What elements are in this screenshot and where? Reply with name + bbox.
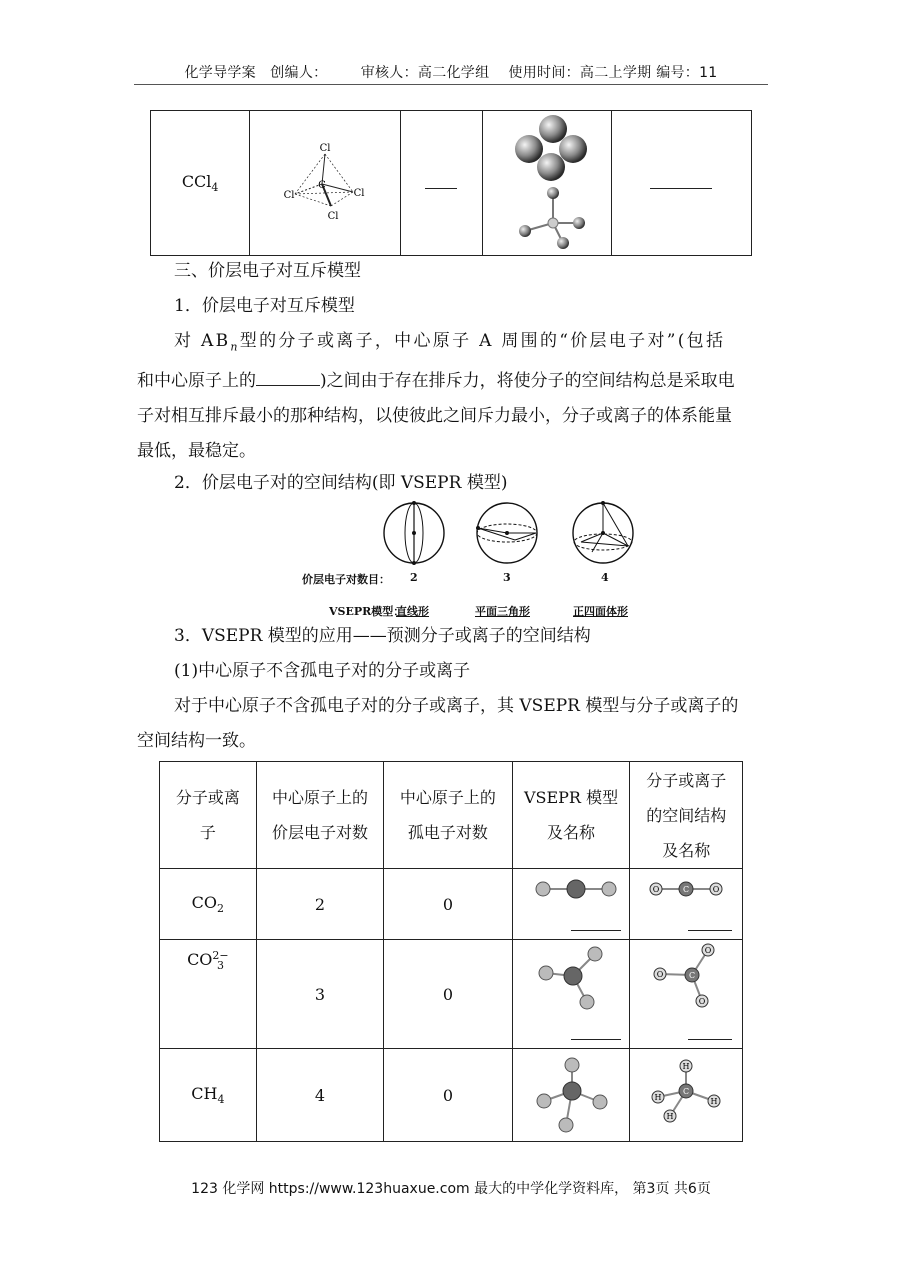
c-label: C xyxy=(318,180,326,191)
header-text: 价层电子对数 xyxy=(271,823,368,842)
header-cell-valence-pairs xyxy=(256,762,383,869)
table-row xyxy=(160,869,743,940)
o-label: O xyxy=(657,970,664,979)
subsection-3-1-title: (1)中心原子不含孤电子对的分子或离子 xyxy=(174,661,471,681)
para1-a: 对 AB xyxy=(174,331,231,351)
space-fill-atom xyxy=(515,135,543,163)
header-text: 分子或离 xyxy=(175,788,240,807)
header-text: 中心原子上的 xyxy=(399,788,496,807)
header-cell-vsepr-model xyxy=(512,762,630,869)
lone-pairs-cell: 0 xyxy=(384,869,512,940)
fig-model-tetrahedral: 正四面体形 xyxy=(573,605,628,618)
ccl4-tetrahedron-diagram xyxy=(275,136,375,226)
ccl4-model-cell xyxy=(483,111,612,256)
o-label: O xyxy=(705,946,712,955)
header-cell-lone-pairs xyxy=(384,762,512,869)
ccl4-formula-cell xyxy=(151,111,250,256)
table-row xyxy=(160,940,743,1049)
space-fill-atom xyxy=(537,153,565,181)
cl-label: Cl xyxy=(283,190,295,201)
co3-ball-model xyxy=(533,944,613,1024)
section-title: 三、价层电子对互斥模型 xyxy=(174,261,361,281)
cl-label: Cl xyxy=(353,188,365,199)
species-sub: 4 xyxy=(217,1093,225,1107)
vsepr-model-cell[interactable] xyxy=(512,940,630,1049)
shape-cell[interactable] xyxy=(630,869,743,940)
header-reviewer: 高二化学组 xyxy=(417,65,490,81)
header-text: 孤电子对数 xyxy=(407,823,488,842)
valence-pairs-cell: 4 xyxy=(256,1049,383,1142)
h-label: H xyxy=(666,1112,674,1121)
para1-c: 和中心原子上的 xyxy=(137,371,256,392)
header-text: 分子或离子 xyxy=(646,770,727,790)
header-text: 及名称 xyxy=(547,823,596,842)
species-sub: 3 xyxy=(217,958,225,972)
header-time-label: 使用时间： xyxy=(508,65,580,81)
fig-count-3: 3 xyxy=(503,571,511,584)
vsepr-spheres-figure xyxy=(380,500,640,570)
o-label: O xyxy=(653,885,660,894)
header-text: 子 xyxy=(199,823,216,842)
valence-pairs-cell: 2 xyxy=(256,869,383,940)
co3-labeled-model xyxy=(646,942,726,1022)
answer-line[interactable] xyxy=(571,930,621,931)
species-formula: CO xyxy=(187,950,213,969)
subsection-3-title: 3．VSEPR 模型的应用——预测分子或离子的空间结构 xyxy=(174,626,591,646)
fig-count-4: 4 xyxy=(601,571,609,584)
header-text: VSEPR 模型 xyxy=(523,788,619,807)
ccl4-model-diagram xyxy=(487,111,607,251)
fig-model-label: VSEPR模型： xyxy=(329,605,405,618)
fig-model-linear: 直线形 xyxy=(396,605,429,618)
species-cell xyxy=(160,940,257,1049)
ccl4-structure-cell xyxy=(250,111,400,256)
sphere-trigonal xyxy=(476,503,537,563)
para1-d: )之间由于存在排斥力，将使分子的空间结构总是采取电 xyxy=(320,371,735,392)
vsepr-model-cell xyxy=(512,1049,630,1142)
header-title: 化学导学案 xyxy=(184,65,256,81)
para2-b: 空间结构一致。 xyxy=(137,731,256,751)
species-sub: 2 xyxy=(217,902,225,916)
vsepr-table xyxy=(159,761,743,1142)
subsection-2-title: 2．价层电子对的空间结构(即 VSEPR 模型) xyxy=(174,473,508,493)
c-label: C xyxy=(689,971,696,980)
h-label: H xyxy=(710,1097,718,1106)
species-formula: CH xyxy=(191,1083,218,1103)
ccl4-table xyxy=(150,110,752,256)
ccl4-formula-sub: 4 xyxy=(211,181,219,195)
h-label: H xyxy=(682,1062,690,1071)
species-cell xyxy=(160,869,257,940)
header-text: 及名称 xyxy=(662,840,711,860)
lone-pairs-cell: 0 xyxy=(384,1049,512,1142)
answer-line[interactable] xyxy=(571,1039,621,1040)
para1-e: 子对相互排斥最小的那种结构，以使彼此之间斥力最小，分子或离子的体系能量 xyxy=(137,406,732,427)
species-formula: CO xyxy=(191,892,218,912)
sphere-linear xyxy=(384,501,444,565)
valence-pairs-cell: 3 xyxy=(256,940,383,1049)
fig-model-trigonal: 平面三角形 xyxy=(475,605,530,618)
para1-b: 型的分子或离子，中心原子 A 周围的“价层电子对”(包括 xyxy=(239,331,726,351)
cl-label: Cl xyxy=(319,143,331,154)
header-number-label: 编号： xyxy=(656,65,700,81)
header-time: 高二上学期 xyxy=(579,65,652,81)
para2-a: 对于中心原子不含孤电子对的分子或离子，其 VSEPR 模型与分子或离子的 xyxy=(174,696,739,716)
ball-atom xyxy=(573,217,585,229)
header-creator-label: 创编人： xyxy=(270,65,328,81)
table-header-row xyxy=(160,762,743,869)
space-fill-atom xyxy=(559,135,587,163)
header-text: 的空间结构 xyxy=(646,805,727,825)
ch4-ball-model xyxy=(528,1055,618,1135)
ball-atom xyxy=(557,237,569,249)
ball-atom-center xyxy=(548,218,558,228)
header-number: 11 xyxy=(699,65,718,81)
ccl4-blank-cell-1[interactable] xyxy=(400,111,482,256)
c-label: C xyxy=(683,1087,690,1096)
species-sup: 2− xyxy=(212,948,229,962)
ccl4-formula: CCl xyxy=(181,171,212,191)
page-footer: 123 化学网 https://www.123huaxue.com 最大的中学化学资料库， 第3页 共6页 xyxy=(191,1181,711,1197)
vsepr-model-cell[interactable] xyxy=(512,869,630,940)
page-header xyxy=(134,62,768,85)
o-label: O xyxy=(713,885,720,894)
fill-in-blank[interactable] xyxy=(256,367,320,386)
co2-labeled-model xyxy=(646,875,726,915)
paragraph-vsepr xyxy=(137,324,765,469)
fig-count-2: 2 xyxy=(410,571,418,584)
answer-line[interactable] xyxy=(688,1039,732,1040)
ccl4-blank-cell-2[interactable] xyxy=(611,111,751,256)
species-cell xyxy=(160,1049,257,1142)
answer-line[interactable] xyxy=(688,930,732,931)
subsection-1-title: 1．价层电子对互斥模型 xyxy=(174,296,355,316)
h-label: H xyxy=(654,1093,662,1102)
para1-n: n xyxy=(230,340,240,354)
ball-atom xyxy=(547,187,559,199)
fig-count-label: 价层电子对数目： xyxy=(302,573,390,586)
header-text: 中心原子上的 xyxy=(271,788,368,807)
header-cell-shape xyxy=(630,762,743,869)
shape-cell xyxy=(630,1049,743,1142)
shape-cell[interactable] xyxy=(630,940,743,1049)
table-row xyxy=(160,1049,743,1142)
lone-pairs-cell: 0 xyxy=(384,940,512,1049)
paragraph-no-lone-pair xyxy=(137,689,765,759)
c-label: C xyxy=(683,885,690,894)
cl-label: Cl xyxy=(327,211,339,222)
para1-f: 最低，最稳定。 xyxy=(137,441,256,462)
header-reviewer-label: 审核人： xyxy=(360,65,418,81)
o-label: O xyxy=(699,997,706,1006)
header-cell-species xyxy=(160,762,257,869)
sphere-tetrahedral xyxy=(573,501,633,563)
ch4-labeled-model xyxy=(646,1055,726,1135)
ball-atom xyxy=(519,225,531,237)
co2-ball-model xyxy=(531,875,621,915)
space-fill-atom xyxy=(539,115,567,143)
